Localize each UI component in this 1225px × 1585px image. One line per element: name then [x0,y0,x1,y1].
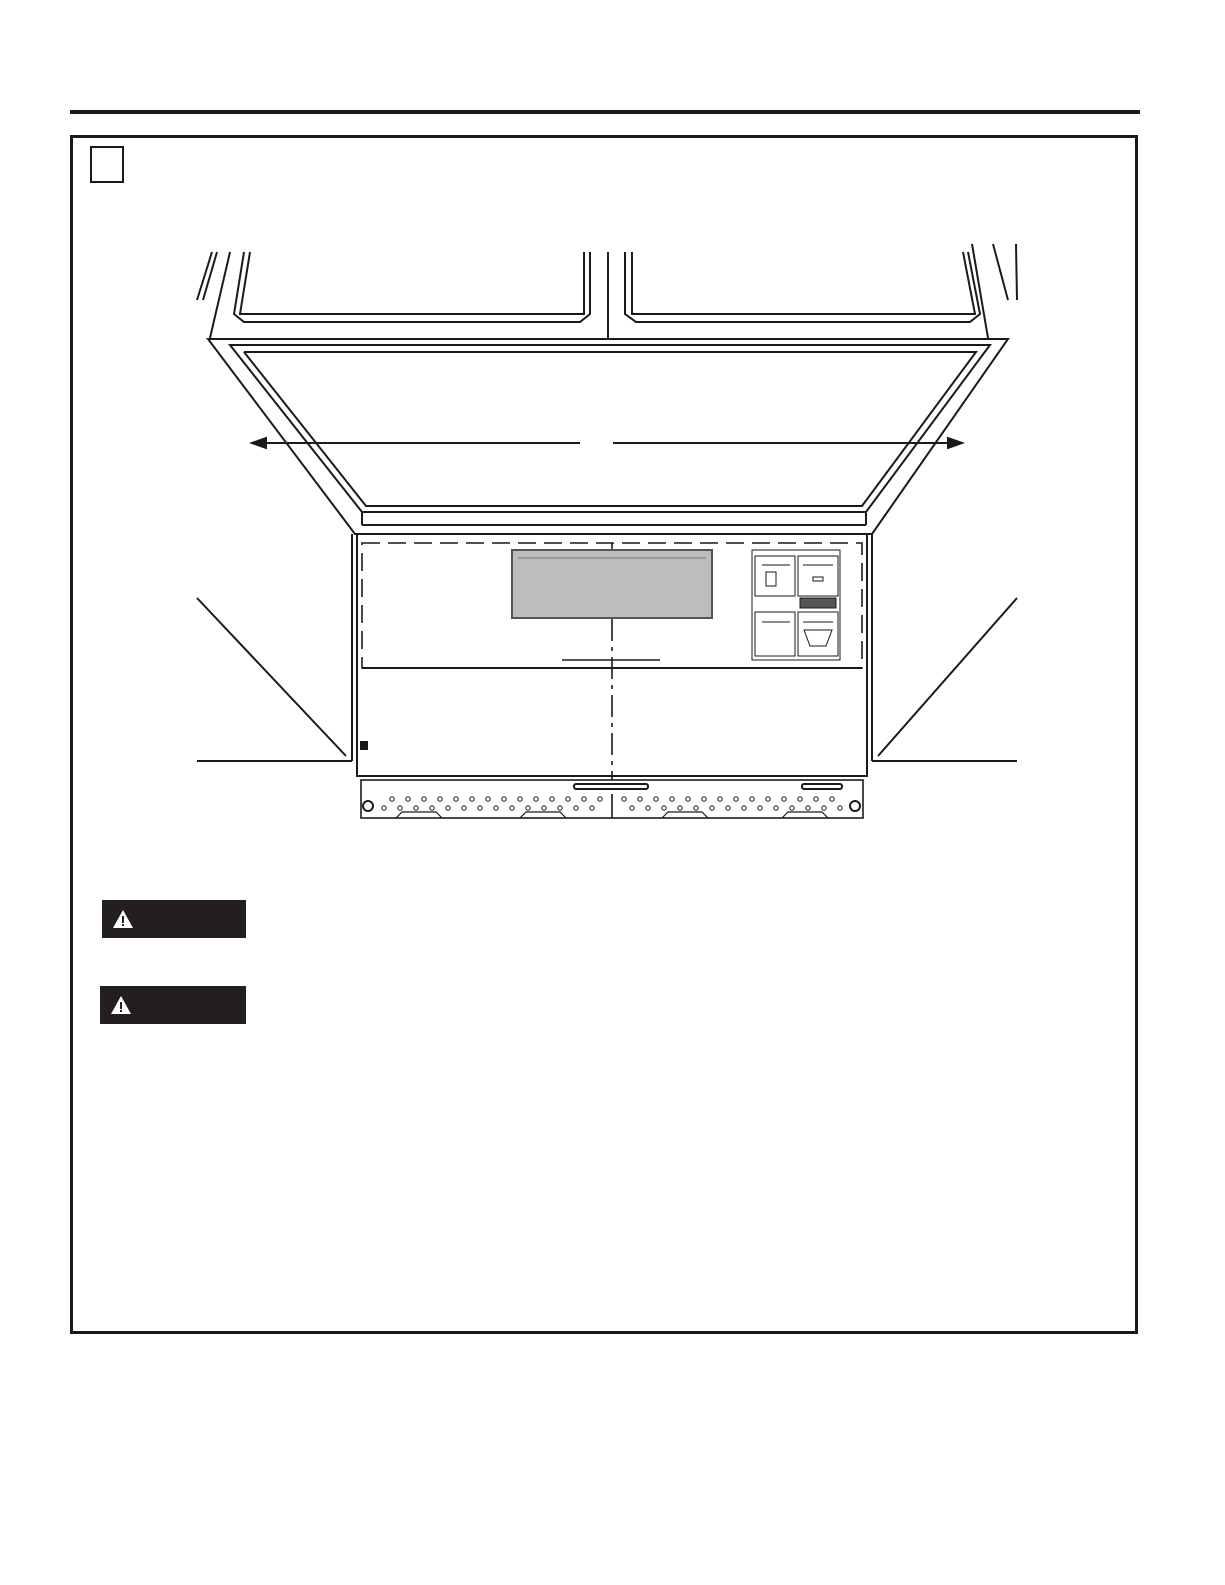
wall-template [357,534,867,780]
warning-badge-1 [102,900,246,938]
width-dimension-arrow [252,438,962,448]
warning-triangle-icon [110,995,132,1015]
top-rule [70,110,1140,114]
upper-cabinets [197,244,1017,338]
step-number-box [90,146,124,183]
warning-triangle-icon [112,909,134,929]
instruction-sheet [752,550,840,660]
warning-badge-2 [100,986,246,1024]
cabinet-frame [208,339,1008,534]
mounting-plate [361,780,863,818]
installation-illustration [195,240,1025,825]
